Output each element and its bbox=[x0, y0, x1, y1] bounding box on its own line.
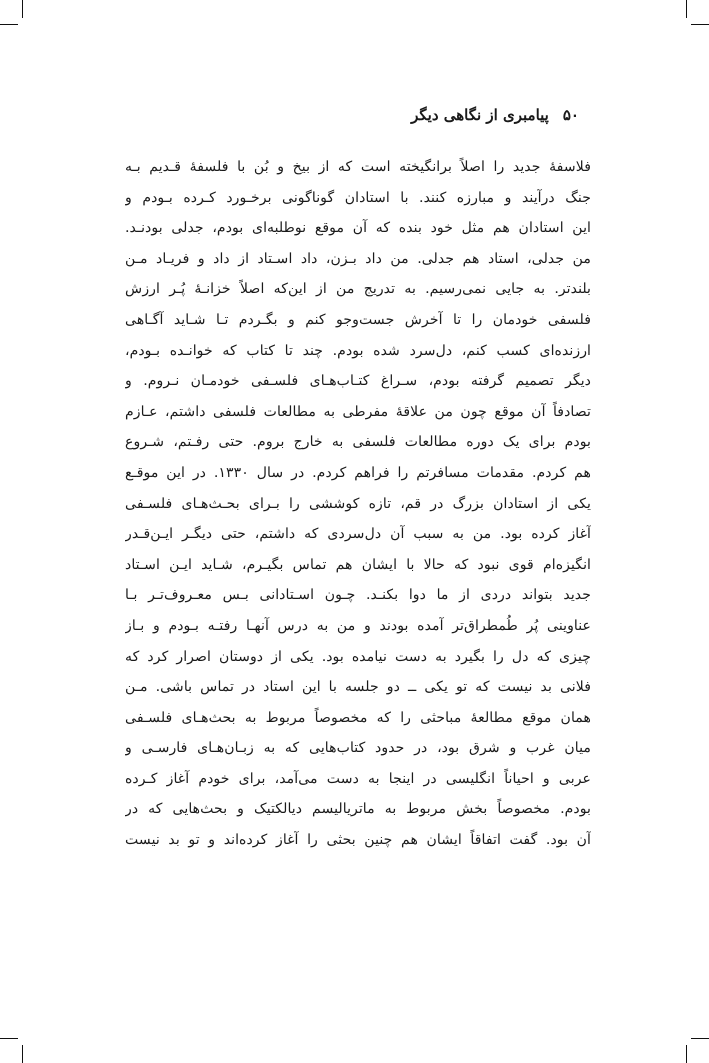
text-line: تصادفاً آن موقع چون من علاقهٔ مفرطی به مطالعات فلسفی داشتم، عـازم bbox=[125, 403, 591, 420]
text-line: هم کردم. مقدمات مسافرتم را فراهم کردم. در سال ۱۳۳۰. در این موقـع bbox=[125, 464, 591, 481]
body-text bbox=[125, 152, 591, 856]
text-line: بودم برای یک دوره مطالعات فلسفی به خارج بروم. حتی رفـتم، شـروع bbox=[125, 434, 591, 451]
text-line: همان موقع مطالعهٔ مباحثی را که مخصوصاً مربوط به بحث‌هـای فلسـفی bbox=[125, 709, 591, 726]
crop-mark-top-right-vertical bbox=[686, 0, 687, 18]
text-line: فلسفی خودمان را تا آخرش جست‌وجو کنم و بگـردم تـا شـاید آگـاهی bbox=[125, 311, 591, 328]
text-line: یکی از استادان بزرگ در قم، تازه کوششی را بـرای بحـث‌هـای فلسـفی bbox=[125, 495, 591, 512]
crop-mark-bottom-right-vertical bbox=[686, 1045, 687, 1063]
crop-mark-bottom-right-horizontal bbox=[691, 1038, 709, 1039]
crop-mark-bottom-left-horizontal bbox=[0, 1038, 18, 1039]
text-line: جدید بتواند دردی از ما دوا بکنـد. چـون اسـتادانی بـس معـروف‌تـر بـا bbox=[125, 587, 591, 604]
text-line: انگیزه‌ام قوی نبود که حالا با ایشان هم تماس بگیـرم، شـاید ایـن اسـتاد bbox=[125, 556, 591, 573]
running-title: پیامبری از نگاهی دیگر bbox=[411, 106, 549, 124]
crop-mark-top-left-horizontal bbox=[0, 24, 18, 25]
text-line: میان غرب و شرق بود، در حدود کتاب‌هایی که به زبـان‌هـای فارسـی و bbox=[125, 740, 591, 757]
text-line: عربی و احیاناً انگلیسی در اینجا به دست می‌آمد، برای خودم آغاز کـرده bbox=[125, 770, 591, 787]
text-line: آن بود. گفت اتفاقاً ایشان هم چنین بحثی را آغاز کرده‌اند و تو بد نیست bbox=[125, 832, 591, 849]
text-line: این استادان هم مثل خود بنده که آن موقع نوطلبه‌ای بودم، جدلی بودنـد. bbox=[125, 220, 591, 237]
text-line: دیگر تصمیم گرفته بودم، سـراغ کتـاب‌هـای فلسـفی خودمـان نـروم. و bbox=[125, 373, 591, 390]
text-line: فلاسفهٔ جدید را اصلاً برانگیخته است که از بیخ و بُن با فلسفهٔ قـدیم بـه bbox=[125, 159, 591, 175]
crop-mark-top-right-horizontal bbox=[691, 24, 709, 25]
text-line: فلانی بد نیست که تو یکی ــ دو جلسه با این استاد در تماس باشی. مـن bbox=[125, 679, 591, 696]
page-number: ۵۰ bbox=[562, 106, 579, 124]
text-line: عناوینی پُر طُمطراق‌تر آمده بودند و من به درس آنهـا رفتـه بـودم و بـاز bbox=[125, 617, 591, 634]
crop-mark-top-left-vertical bbox=[22, 0, 23, 18]
text-line: بلندتر. به جایی نمی‌رسیم. به تدریج من از این‌که اصلاً خزانـهٔ پُـر ارزش bbox=[125, 281, 591, 298]
text-line: جنگ درآیند و مبارزه کنند. با استادان گوناگونی برخـورد کـرده بـودم و bbox=[125, 189, 591, 206]
text-line: بودم. مخصوصاً بخش مربوط به ماتریالیسم دیالکتیک و بحث‌هایی که در bbox=[125, 801, 591, 818]
running-header bbox=[411, 106, 579, 124]
text-line: چیزی که دل را بگیرد به دست نیامده بود. یکی از دوستان اصرار کرد که bbox=[125, 648, 591, 665]
text-line: من جدلی، استاد هم جدلی. من داد بـزن، داد اسـتاد از داد و فریـاد مـن bbox=[125, 250, 591, 267]
text-line: آغاز کرده بود. من به سبب آن دل‌سردی که داشتم، حتی دیگـر ایـن‌قـدر bbox=[125, 526, 591, 543]
text-line: ارزنده‌ای کسب کنم، دل‌سرد شده بودم. چند تا کتاب که خوانـده بـودم، bbox=[125, 342, 591, 359]
crop-mark-bottom-left-vertical bbox=[22, 1045, 23, 1063]
